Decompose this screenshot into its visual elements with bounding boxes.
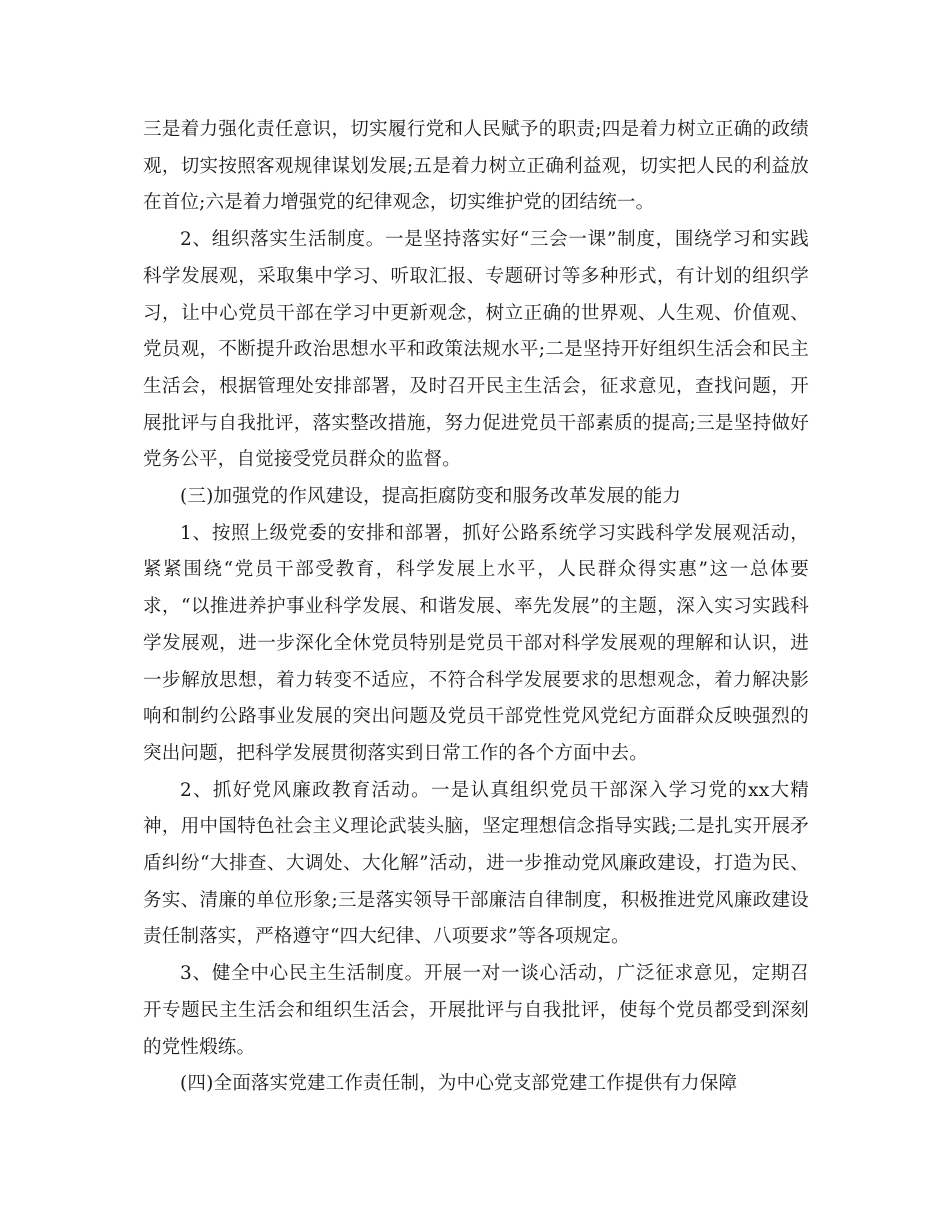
section-heading-3: (三)加强党的作风建设，提高拒腐防变和服务改革发展的能力	[180, 486, 682, 508]
section-heading-4: (四)全面落实党建工作责任制，为中心党支部党建工作提供有力保障	[180, 1073, 738, 1095]
paragraph-continuation: 三是着力强化责任意识，切实履行党和人民赋予的职责;四是着力树立正确的政绩观，切实按照客观规律谋划发展;五是着力树立正确利益观，切实把人民的利益放在首位;六是着力增强党的纪律观念，切实维护党的团结统一。	[143, 119, 809, 214]
document-body	[143, 112, 809, 1103]
paragraph-item-1-scientific-development: 1、按照上级党委的安排和部署，抓好公路系统学习实践科学发展观活动，紧紧围绕“党员干部受教育，科学发展上水平，人民群众得实惠”这一总体要求，“以推进养护事业科学发展、和谐发展、率先发展”的主题，深入实习实践科学发展观，进一步深化全休党员特别是党员干部对科学发展观的理解和认识，进一步解放思想，着力转变不适应，不符合科学发展要求的思想观念，着力解决影响和制约公路事业发展的突出问题及党员干部党性党风党纪方面群众反映强烈的突出问题，把科学发展贯彻落实到日常工作的各个方面中去。	[143, 522, 809, 764]
paragraph-item-2-anti-corruption: 2、抓好党风廉政教育活动。一是认真组织党员干部深入学习党的xx大精神，用中国特色社会主义理论武装头脑，坚定理想信念指导实践;二是扎实开展矛盾纠纷“大排查、大调处、大化解”活动，进一步推动党风廉政建设，打造为民、务实、清廉的单位形象;三是落实领导干部廉洁自律制度，积极推进党风廉政建设责任制落实，严格遵守“四大纪律、八项要求”等各项规定。	[143, 779, 809, 948]
paragraph-item-3-democratic-life: 3、健全中心民主生活制度。开展一对一谈心活动，广泛征求意见，定期召开专题民主生活会和组织生活会，开展批评与自我批评，使每个党员都受到深刻的党性煅练。	[143, 963, 809, 1058]
paragraph-item-2-life-system: 2、组织落实生活制度。一是坚持落实好“三会一课”制度，围绕学习和实践科学发展观，采取集中学习、听取汇报、专题研讨等多种形式，有计划的组织学习，让中心党员干部在学习中更新观念，树立正确的世界观、人生观、价值观、党员观，不断提升政治思想水平和政策法规水平;二是坚持开好组织生活会和民主生活会，根据管理处安排部署，及时召开民主生活会，征求意见，查找问题，开展批评与自我批评，落实整改措施，努力促进党员干部素质的提高;三是坚持做好党务公平，自觉接受党员群众的监督。	[143, 229, 809, 471]
